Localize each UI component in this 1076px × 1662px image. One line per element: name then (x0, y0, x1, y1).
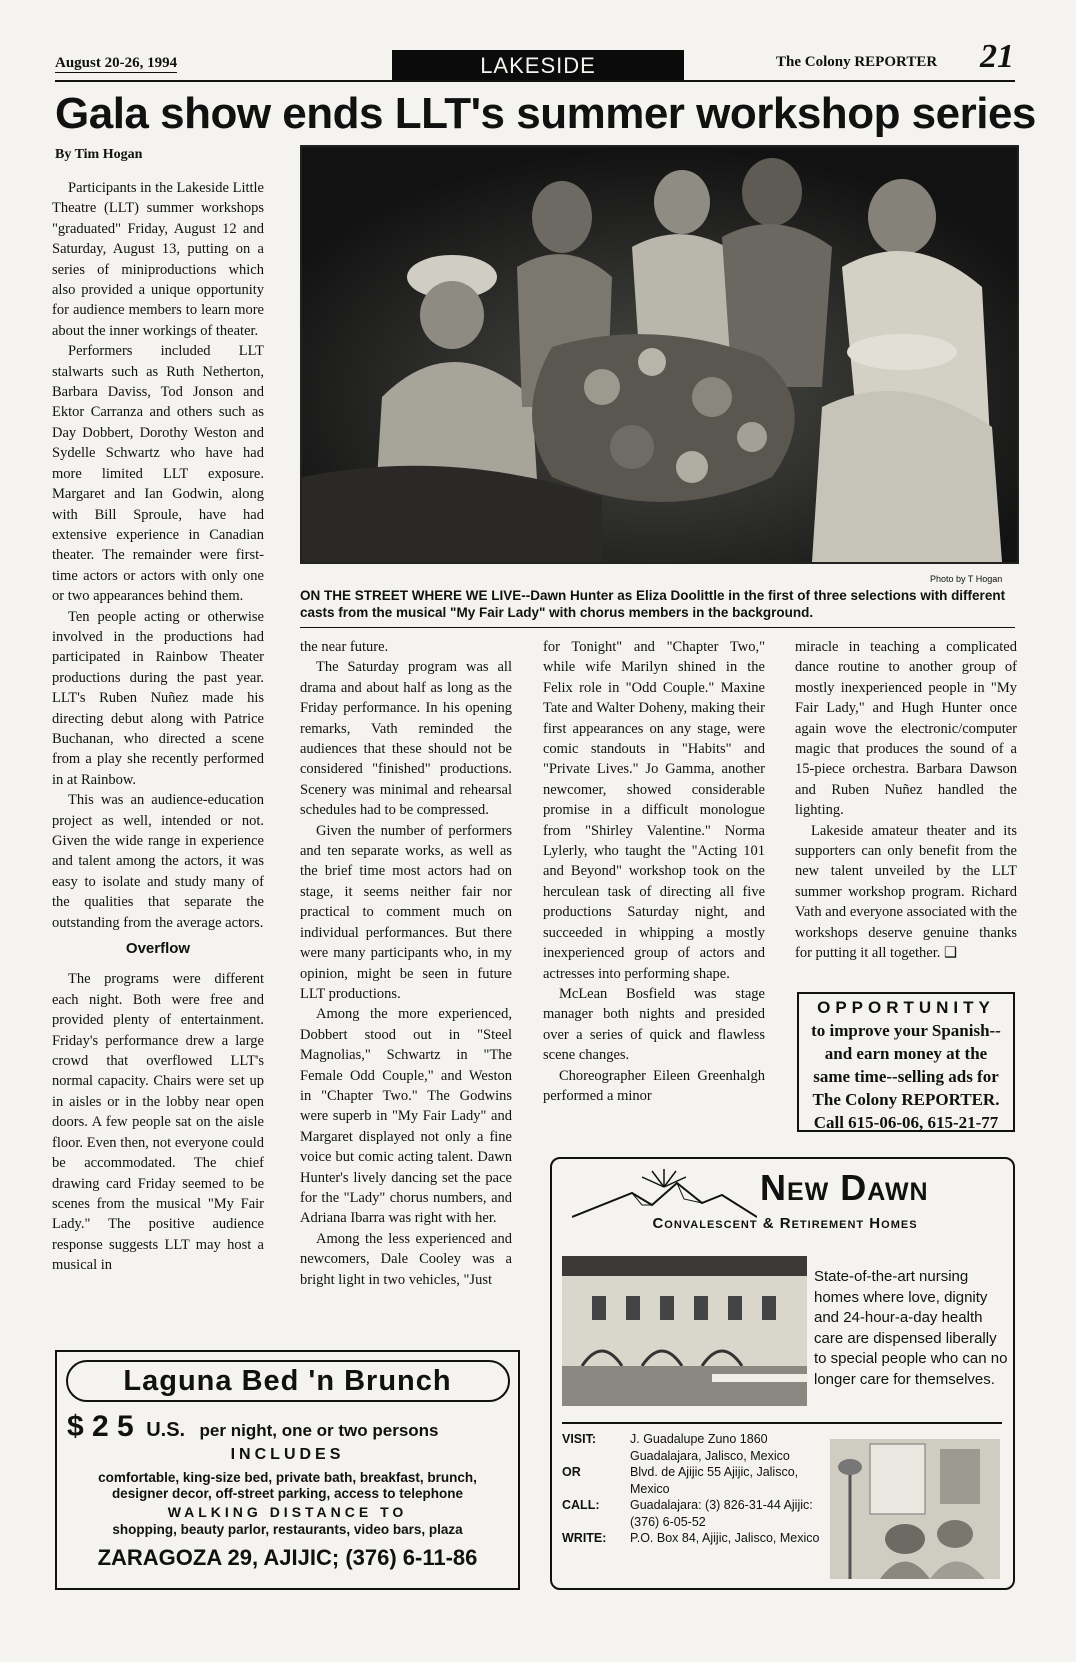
article-column-1 (52, 178, 264, 1276)
contact-label: CALL: (562, 1498, 600, 1512)
paragraph: The programs were different each night. Both were free and provided plenty of entertainment. Friday's performance drew a large crowd that overflowed LLT's normal capacity. Chairs were set up in aisles or in the lobby near open doors. A few people sat on the aisle floor. Even then, not everyone could be accommodated. The chief drawing card Friday seemed to be scenes from the musical "My Fair Lady." The positive audience response suggests LLT may host a musical in (52, 971, 264, 1274)
contact-row (562, 1464, 822, 1497)
paragraph: The Saturday program was all drama and about half as long as the Friday performance. In his opening remarks, Vath reminded the audiences that these should not be considered "finished" productions. Scenery was minimal and rehearsal schedules had to be compressed. (300, 659, 512, 819)
paragraph: McLean Bosfield was stage manager both nights and presided over a series of quick and flawless scene changes. (543, 985, 765, 1064)
section-banner: LAKESIDE (392, 50, 684, 81)
subheading: Overflow (125, 940, 191, 958)
new-dawn-ad (550, 1157, 1015, 1590)
paragraph: Given the number of performers and ten separate works, as well as the brief time most actors had on stage, it seems neither fair nor practical to comment much on individual performances. But there were many participants who, in my opinion, might be seen in future LLT productions. (300, 822, 512, 1002)
photo-caption: ON THE STREET WHERE WE LIVE--Dawn Hunter as Eliza Doolittle in the first of three selections with different casts from the musical "My Fair Lady" with chorus members in the background. (300, 588, 1006, 620)
paragraph (795, 821, 1017, 964)
issue-date: August 20-26, 1994 (55, 55, 178, 71)
article-column-4 (795, 637, 1017, 964)
paragraph: Among the less experienced and newcomers, Dale Cooley was a bright light in two vehicles, "Just (300, 1230, 512, 1288)
article-photo (300, 145, 1019, 564)
laguna-nearby: shopping, beauty parlor, restaurants, video bars, plaza (112, 1522, 463, 1537)
paragraph: Performers included LLT stalwarts such as Ruth Netherton, Barbara Daviss, Tod Jonson and Ektor Carranza and others such as Day Dobbert, Dorothy Weston and Sydelle Schwartz who have had more limited LLT exposure. Margaret and Ian Godwin, along with Bill Sproule, have had extensive experience in Canadian theater. The remainder were first-time actors or actors with only one or two appearances behind them. (52, 343, 264, 605)
photo-credit: Photo by T Hogan (930, 574, 1003, 584)
opportunity-line: The Colony REPORTER. (812, 1090, 1000, 1109)
contact-row (562, 1497, 822, 1530)
laguna-price: $ 2 5 (67, 1410, 134, 1443)
caption-rule (300, 627, 1015, 628)
laguna-amenities: comfortable, king-size bed, private bath, breakfast, brunch, designer decor, off-street parking, access to telephone (98, 1470, 477, 1501)
laguna-title: Laguna Bed 'n Brunch (66, 1360, 510, 1402)
contact-label: VISIT: (562, 1432, 597, 1446)
laguna-price-note: per night, one or two persons (199, 1421, 439, 1440)
opportunity-title: OPPORTUNITY (817, 998, 995, 1017)
byline: By Tim Hogan (55, 147, 143, 162)
paragraph: This was an audience-education project as well, intended or not. Given the wide range in experience and talent among the actors, it was easy to isolate and study many of the qualities that separate the outstanding from the average actors. (52, 792, 264, 931)
laguna-walking: WALKING DISTANCE TO (167, 1504, 408, 1520)
new-dawn-description: State-of-the-art nursing homes where love, dignity and 24-hour-a-day health care are dispensed liberally to special people who can no longer care for themselves. (814, 1268, 1008, 1388)
end-mark-icon: ❑ (944, 945, 958, 962)
opportunity-line: to improve your Spanish-- (811, 1021, 1001, 1040)
paragraph: Ten people acting or otherwise involved in the productions had participated in Rainbow Theater productions during the past year. LLT's Ruben Nuñez made his directing debut along with Patrice Buchanan, who directed a scene from a play she recently performed in at Rainbow. (52, 608, 264, 788)
contact-value: P.O. Box 84, Ajijic, Jalisco, Mexico (630, 1531, 820, 1545)
article-column-2 (300, 637, 512, 1290)
paragraph-text: Lakeside amateur theater and its supporters can only benefit from the new talent unveiled by the LLT summer workshop program. Richard Vath and everyone associated with the workshops deserve genuine thanks for putting it all together. (795, 822, 1017, 962)
laguna-ad (55, 1350, 520, 1590)
contact-value: J. Guadalupe Zuno 1860 Guadalajara, Jalisco, Mexico (630, 1432, 790, 1463)
laguna-price-line (57, 1410, 518, 1444)
laguna-includes: INCLUDES (230, 1446, 345, 1463)
new-dawn-contacts (562, 1431, 822, 1547)
paragraph: for Tonight" and "Chapter Two," while wife Marilyn shined in the Felix role in "Odd Couple." Maxine Tate and Walter Doheny, making their first appearances on any stage, were comic standouts in "Habits" and "Private Lives." Jo Gamma, another newcomer, showed considerable promise in a difficult monologue from "Shirley Valentine." Norma Lylerly, who taught the "Acting 101 and Beyond" workshop took on the herculean task of directing all five productions Saturday night, and succeeded in whipping a mostly inexperienced group of actors and actresses into performing shape. (543, 639, 765, 982)
publication-name: The Colony REPORTER (776, 54, 938, 70)
residents-photo (830, 1439, 1000, 1579)
page-number: 21 (980, 38, 1014, 75)
contact-label: OR (562, 1465, 581, 1479)
contact-row (562, 1431, 822, 1464)
contact-value: Guadalajara: (3) 826-31-44 Ajijic: (376) 6-05-52 (630, 1498, 813, 1529)
contact-label: WRITE: (562, 1531, 607, 1545)
contact-row (562, 1530, 822, 1547)
new-dawn-rule (562, 1422, 1002, 1424)
new-dawn-subtitle: Convalescent & Retirement Homes (652, 1215, 918, 1232)
article-column-3 (543, 637, 765, 1106)
opportunity-line: and earn money at the (824, 1044, 988, 1063)
theater-scene-image (302, 147, 1017, 562)
opportunity-phone: Call 615-06-06, 615-21-77 (813, 1113, 999, 1132)
contact-value: Blvd. de Ajijic 55 Ajijic, Jalisco, Mexico (630, 1465, 799, 1496)
paragraph: Among the more experienced, Dobbert stood out in "Steel Magnolias," Schwartz in "The Female Odd Couple," and Weston in "Chapter Two." The Godwins were superb in "My Fair Lady" and Margaret displayed not only a fine voice but comic acting talent. Dawn Hunter's lively dancing set the pace for the "Lady" chorus numbers, and Adriana Ibarra was right with her. (300, 1006, 512, 1227)
laguna-currency: U.S. (146, 1419, 186, 1441)
paragraph: Choreographer Eileen Greenhalgh performed a minor (543, 1067, 765, 1104)
paragraph: Participants in the Lakeside Little Theatre (LLT) summer workshops "graduated" Friday, August 12 and Saturday, August 13, putting on a series of miniproductions which also provided a unique opportunity for audience members to learn more about the inner workings of theater. (52, 180, 264, 339)
opportunity-line: same time--selling ads for (813, 1067, 999, 1086)
paragraph: miracle in teaching a complicated dance routine to another group of mostly inexperienced people in "My Fair Lady," and Hugh Hunter once again wove the electronic/computer magic that produces the sound of a 15-piece orchestra. Barbara Dawson and Ruben Nuñez handled the lighting. (795, 639, 1017, 819)
opportunity-ad (797, 992, 1015, 1132)
laguna-address: ZARAGOZA 29, AJIJIC; (376) 6-11-86 (97, 1545, 478, 1570)
building-photo (562, 1256, 807, 1406)
headline: Gala show ends LLT's summer workshop series (55, 89, 1036, 138)
header-rule (55, 80, 1015, 82)
paragraph: the near future. (300, 639, 389, 655)
new-dawn-title: New Dawn (760, 1167, 929, 1208)
